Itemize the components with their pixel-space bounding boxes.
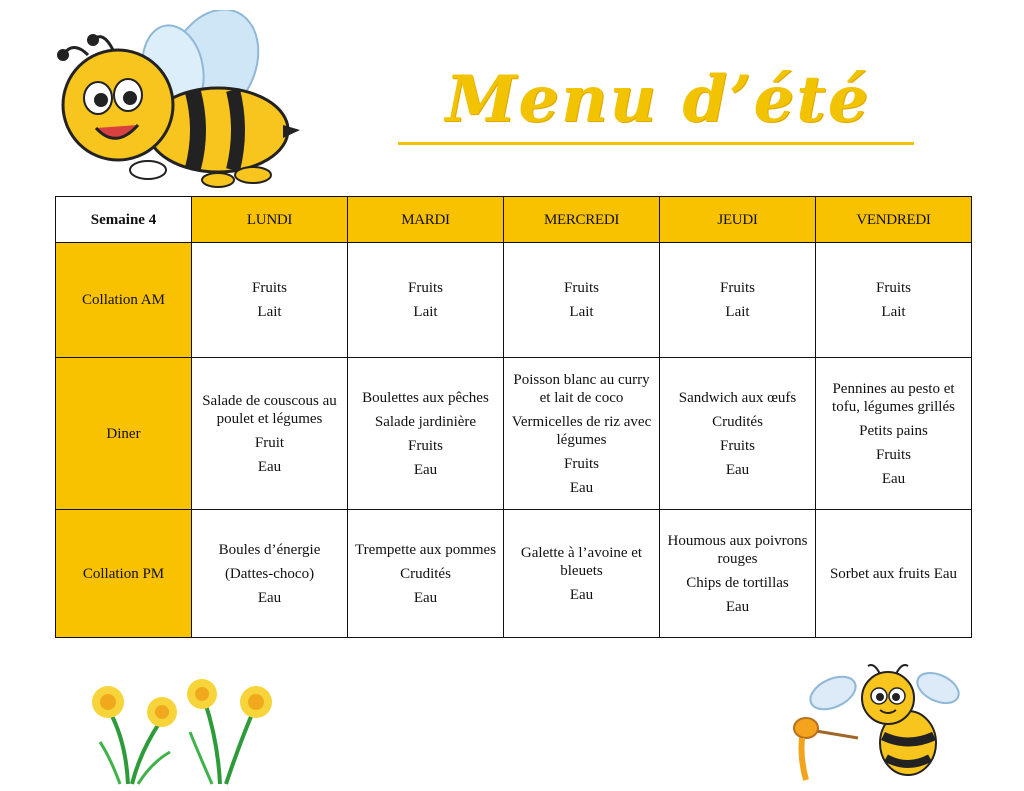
menu-cell <box>660 358 816 510</box>
menu-item: Lait <box>413 304 438 320</box>
menu-item: Chips de tortillas <box>686 574 789 591</box>
menu-item: Lait <box>725 304 750 320</box>
menu-cell <box>348 358 504 510</box>
menu-item: Sorbet aux fruits Eau <box>829 565 958 582</box>
menu-item: Fruits <box>875 280 911 296</box>
menu-item: Trempette aux pommes <box>354 541 497 558</box>
menu-cell <box>348 243 504 358</box>
menu-item: Eau <box>257 458 282 475</box>
menu-cell <box>660 243 816 358</box>
menu-cell <box>816 358 972 510</box>
menu-cell <box>348 510 504 638</box>
table-row-collation-am <box>56 243 972 358</box>
day-header-vendredi: VENDREDI <box>816 197 972 243</box>
day-header-mercredi: MERCREDI <box>504 197 660 243</box>
menu-item: (Dattes-choco) <box>224 565 315 582</box>
menu-item: Eau <box>725 598 750 615</box>
row-label: Diner <box>56 358 192 510</box>
bee-illustration <box>28 10 303 195</box>
menu-item: Crudités <box>712 413 763 430</box>
menu-item: Eau <box>569 586 594 603</box>
menu-item: Houmous aux poivrons rouges <box>667 532 808 567</box>
menu-cell <box>504 243 660 358</box>
menu-item: Pennines au pesto et tofu, légumes grillés <box>832 380 955 415</box>
menu-item: Salade de couscous au poulet et légumes <box>202 392 337 427</box>
menu-item: Galette à l’avoine et bleuets <box>520 544 643 579</box>
menu-cell <box>660 510 816 638</box>
day-header-lundi: LUNDI <box>192 197 348 243</box>
menu-item: Eau <box>413 461 438 478</box>
menu-item: Eau <box>881 470 906 487</box>
menu-cell <box>816 510 972 638</box>
menu-item: Boules d’énergie <box>218 541 321 558</box>
menu-item: Boulettes aux pêches <box>362 389 489 406</box>
menu-item: Fruits <box>407 280 443 296</box>
table-row-diner <box>56 358 972 510</box>
row-label: Collation AM <box>56 243 192 358</box>
menu-table <box>55 196 972 638</box>
menu-item: Crudités <box>400 565 451 582</box>
menu-item: Petits pains <box>859 422 928 439</box>
menu-item: Fruit <box>254 434 285 451</box>
menu-item: Poisson blanc au curry et lait de coco <box>513 371 650 406</box>
daffodil-icon <box>80 672 280 787</box>
menu-item: Lait <box>257 304 282 320</box>
day-header-jeudi: JEUDI <box>660 197 816 243</box>
table-row-collation-pm <box>56 510 972 638</box>
menu-item: Fruits <box>875 446 911 463</box>
menu-cell <box>504 358 660 510</box>
menu-cell <box>504 510 660 638</box>
menu-item: Lait <box>569 304 594 320</box>
menu-item: Fruits <box>719 437 755 454</box>
menu-item: Salade jardinière <box>374 413 477 430</box>
menu-cell <box>816 243 972 358</box>
page-title: Menu d’été <box>445 62 871 137</box>
day-header-mardi: MARDI <box>348 197 504 243</box>
week-label: Semaine 4 <box>56 197 192 243</box>
title-underline <box>398 142 914 145</box>
menu-item: Sandwich aux œufs <box>678 389 797 406</box>
honey-bee-icon <box>788 658 968 786</box>
row-label: Collation PM <box>56 510 192 638</box>
menu-item: Vermicelles de riz avec légumes <box>511 413 652 448</box>
menu-item: Fruits <box>719 280 755 296</box>
title-block <box>398 62 918 152</box>
menu-cell <box>192 510 348 638</box>
header-row <box>56 197 972 243</box>
menu-item: Lait <box>881 304 906 320</box>
menu-item: Fruits <box>563 280 599 296</box>
menu-cell <box>192 243 348 358</box>
menu-item: Eau <box>725 461 750 478</box>
menu-item: Eau <box>257 589 282 606</box>
menu-item: Eau <box>413 589 438 606</box>
menu-item: Fruits <box>251 280 287 296</box>
menu-item: Eau <box>569 479 594 496</box>
menu-item: Fruits <box>563 455 599 472</box>
menu-cell <box>192 358 348 510</box>
menu-item: Fruits <box>407 437 443 454</box>
